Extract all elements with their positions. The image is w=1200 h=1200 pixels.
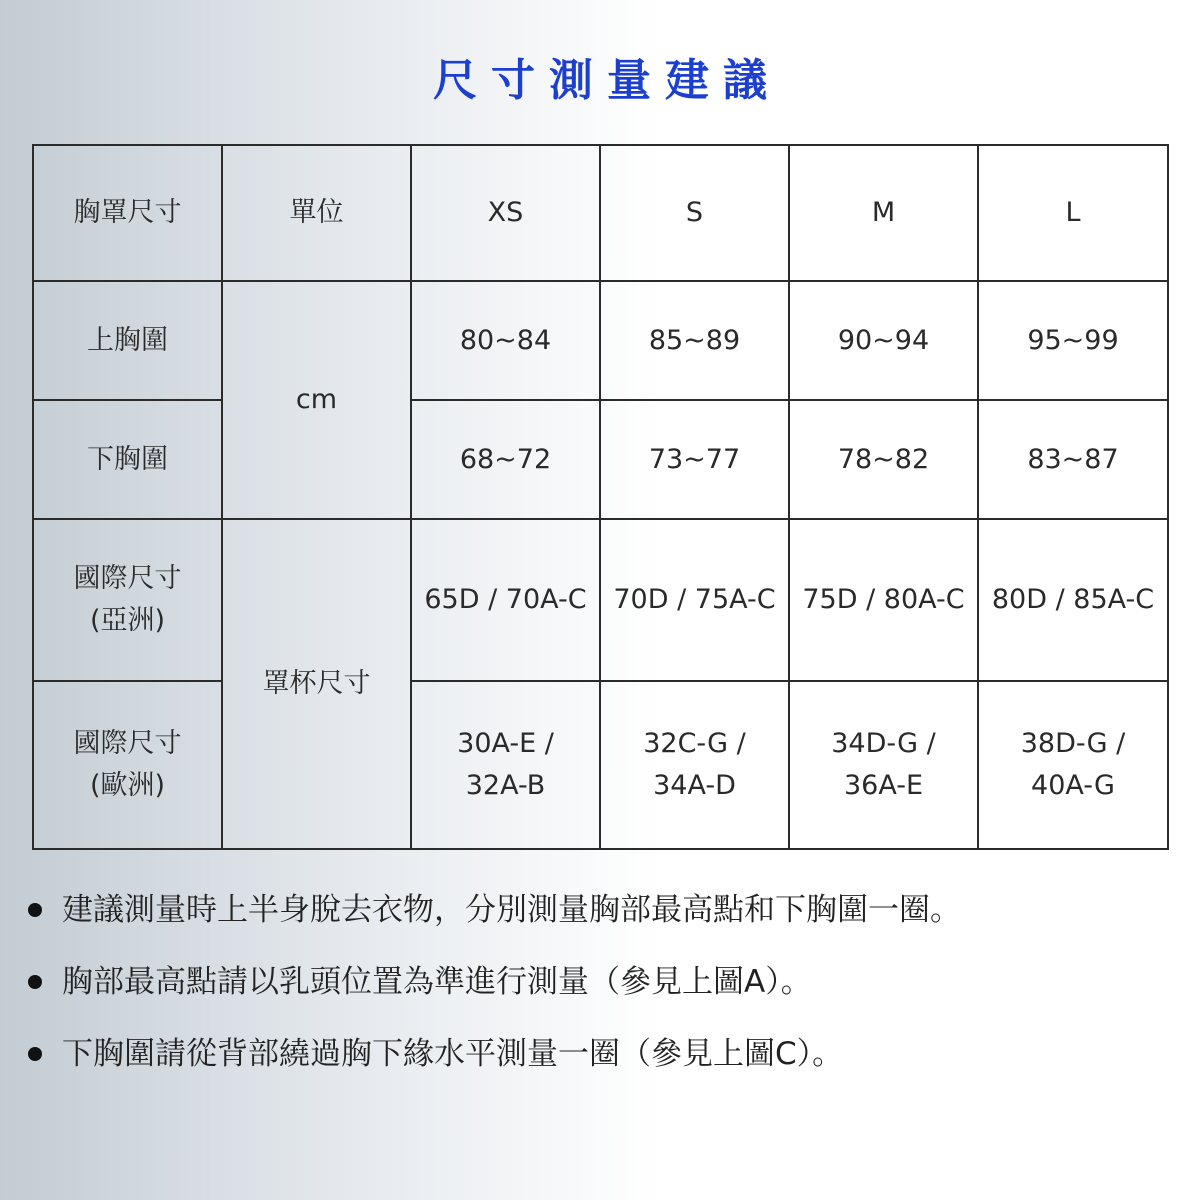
europe-s xyxy=(600,681,789,849)
table-row xyxy=(33,400,1168,519)
asia-label-line2: (亞洲) xyxy=(89,605,166,636)
asia-m: 75D / 80A-C xyxy=(789,519,978,681)
header-size-xs: XS xyxy=(411,145,600,281)
under-bust-xs: 68~72 xyxy=(411,400,600,519)
upper-bust-s: 85~89 xyxy=(600,281,789,400)
europe-xs-line1: 30A-E / xyxy=(457,728,554,759)
page-title: 尺寸測量建議 xyxy=(433,55,781,106)
asia-xs: 65D / 70A-C xyxy=(411,519,600,681)
row-label-asia xyxy=(33,519,222,681)
europe-xs xyxy=(411,681,600,849)
asia-l: 80D / 85A-C xyxy=(978,519,1168,681)
note-text: 建議測量時上半身脫去衣物，分別測量胸部最高點和下胸圍一圈。 xyxy=(62,892,961,928)
size-chart-table xyxy=(32,144,1169,850)
under-bust-m: 78~82 xyxy=(789,400,978,519)
upper-bust-m: 90~94 xyxy=(789,281,978,400)
asia-s: 70D / 75A-C xyxy=(600,519,789,681)
bullet-icon xyxy=(28,903,42,917)
header-size-s: S xyxy=(600,145,789,281)
header-size-l: L xyxy=(978,145,1168,281)
europe-xs-line2: 32A-B xyxy=(465,770,546,801)
unit-cup-size: 罩杯尺寸 xyxy=(222,519,411,849)
table-row xyxy=(33,681,1168,849)
bullet-icon xyxy=(28,1047,42,1061)
europe-s-line2: 34A-D xyxy=(653,770,736,801)
bullet-icon xyxy=(28,975,42,989)
europe-l xyxy=(978,681,1168,849)
measurement-notes xyxy=(28,888,1178,1104)
europe-label-line1: 國際尺寸 xyxy=(73,728,182,759)
europe-m xyxy=(789,681,978,849)
header-unit: 單位 xyxy=(222,145,411,281)
under-bust-l: 83~87 xyxy=(978,400,1168,519)
unit-cm: cm xyxy=(222,281,411,519)
upper-bust-xs: 80~84 xyxy=(411,281,600,400)
table-header-row xyxy=(33,145,1168,281)
table-row xyxy=(33,281,1168,400)
note-text: 下胸圍請從背部繞過胸下緣水平測量一圈（參見上圖C）。 xyxy=(62,1036,844,1072)
list-item xyxy=(28,888,1178,932)
europe-label-line2: (歐洲) xyxy=(89,770,166,801)
table-row xyxy=(33,519,1168,681)
asia-label-line1: 國際尺寸 xyxy=(73,563,182,594)
europe-l-line1: 38D-G / xyxy=(1020,728,1126,759)
row-label-under-bust: 下胸圍 xyxy=(33,400,222,519)
europe-m-line2: 36A-E xyxy=(843,770,924,801)
list-item xyxy=(28,1032,1178,1076)
europe-l-line2: 40A-G xyxy=(1031,770,1115,801)
row-label-upper-bust: 上胸圍 xyxy=(33,281,222,400)
row-label-europe xyxy=(33,681,222,849)
header-size-m: M xyxy=(789,145,978,281)
under-bust-s: 73~77 xyxy=(600,400,789,519)
upper-bust-l: 95~99 xyxy=(978,281,1168,400)
header-bra-size: 胸罩尺寸 xyxy=(33,145,222,281)
europe-s-line1: 32C-G / xyxy=(643,728,746,759)
note-text: 胸部最高點請以乳頭位置為準進行測量（參見上圖A）。 xyxy=(62,964,812,1000)
list-item xyxy=(28,960,1178,1004)
europe-m-line1: 34D-G / xyxy=(831,728,936,759)
